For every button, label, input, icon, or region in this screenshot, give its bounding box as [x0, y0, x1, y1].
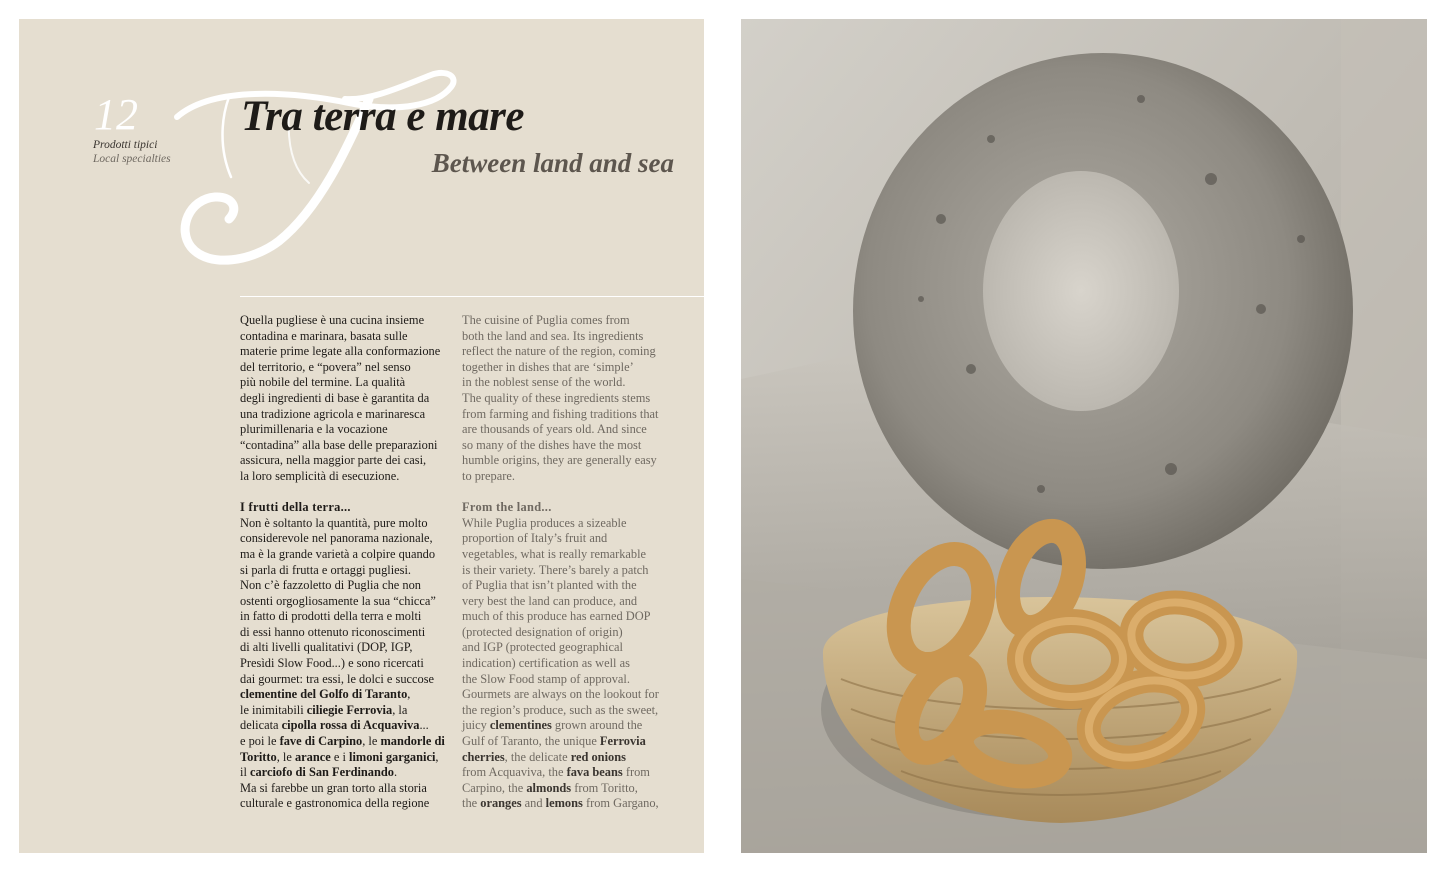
- product-cherries: Ferrovia cherries: [462, 734, 646, 764]
- right-page-photo: [741, 19, 1427, 853]
- chapter-number: 12: [94, 90, 138, 139]
- italian-section-heading: I frutti della terra...: [240, 500, 351, 515]
- taralli-basket-photo: [741, 19, 1427, 853]
- decorative-initial-t: [169, 59, 469, 269]
- product-fave: fave di Carpino: [279, 734, 363, 749]
- english-column: [462, 313, 678, 812]
- product-lemons: lemons: [545, 796, 583, 811]
- english-intro-paragraph: The cuisine of Puglia comes from both the land and sea. Its ingredients reflect the nature of the region, coming together in dishes that are ‘simple’ in the noblest sense of the world. The quality of these ingredients stems from farming and fishing traditions that are thousands of years old. And since so many of the dishes have the most humble origins, they are generally easy to prepare.: [462, 313, 659, 483]
- product-almonds: almonds: [526, 780, 572, 795]
- english-section-heading: From the land...: [462, 500, 552, 515]
- product-clementine: clementine del Golfo di Taranto: [240, 687, 408, 702]
- product-red-onions: red onions: [570, 749, 626, 764]
- product-cipolla: cipolla rossa di Acquaviva: [281, 718, 420, 733]
- page-title-italian: Tra terra e mare: [241, 93, 525, 140]
- product-arance: arance: [294, 749, 331, 764]
- left-page: [19, 19, 704, 853]
- chapter-label-english: Local specialties: [93, 153, 171, 165]
- italian-intro-paragraph: Quella pugliese è una cucina insieme contadina e marinara, basata sulle materie prime legate alla conformazione del territorio, e “povera” nel senso più nobile del termine. La qualità degli ingredienti di base è garantita da una tradizione agricola e marinaresca plurimillenaria e la vocazione “contadina” alla base delle preparazioni assicura, nella maggior parte dei casi, la loro semplicità di esecuzione.: [240, 313, 441, 483]
- divider-line: [240, 296, 704, 297]
- english-section: From the land... While Puglia produces a sizeable proportion of Italy’s fruit and vegetables, what is really remarkable is their variety. There’s barely a patch of Puglia that isn’t planted with the very best the land can produce, and much of this produce has earned DOP (protected designation of origin) and IGP (protected geographical indication) certification as well as the Slow Food stamp of approval. Gourmets are always on the lookout for the region’s produce, such as the sweet, juicy clementines grown around the Gulf of Taranto, the unique Ferrovia cherries, the delicate red onions from Acquaviva, the fava beans from Carpino, the almonds from Toritto, the oranges and lemons from Gargano,: [462, 500, 678, 812]
- product-fava-beans: fava beans: [566, 765, 623, 780]
- product-oranges: oranges: [480, 796, 522, 811]
- product-ciliegie: ciliegie Ferrovia: [306, 702, 393, 717]
- page-title-english: Between land and sea: [431, 148, 674, 178]
- chapter-label-italian: Prodotti tipici: [93, 139, 158, 151]
- italian-column: [240, 313, 456, 812]
- product-clementines: clementines: [489, 718, 552, 733]
- product-mandorle: mandorle di Toritto: [240, 734, 445, 764]
- product-limoni: limoni garganici: [349, 749, 436, 764]
- italian-section: I frutti della terra... Non è soltanto la quantità, pure molto considerevole nel panorama nazionale, ma è la grande varietà a colpire quando si parla di frutta e ortaggi pugliesi. Non c’è fazzoletto di Puglia che non ostenti orgogliosamente la sua “chicca” in fatto di prodotti della terra e molti di essi hanno ottenuto riconoscimenti di alti livelli qualitativi (DOP, IGP, Presìdi Slow Food...) e sono ricercati dai gourmet: tra essi, le dolci e succose clementine del Golfo di Taranto, le inimitabili ciliegie Ferrovia, la delicata cipolla rossa di Acquaviva... e poi le fave di Carpino, le mandorle di Toritto, le arance e i limoni garganici, il carciofo di San Ferdinando. Ma si farebbe un gran torto alla storia culturale e gastronomica della regione: [240, 500, 456, 812]
- product-carciofo: carciofo di San Ferdinando: [249, 765, 394, 780]
